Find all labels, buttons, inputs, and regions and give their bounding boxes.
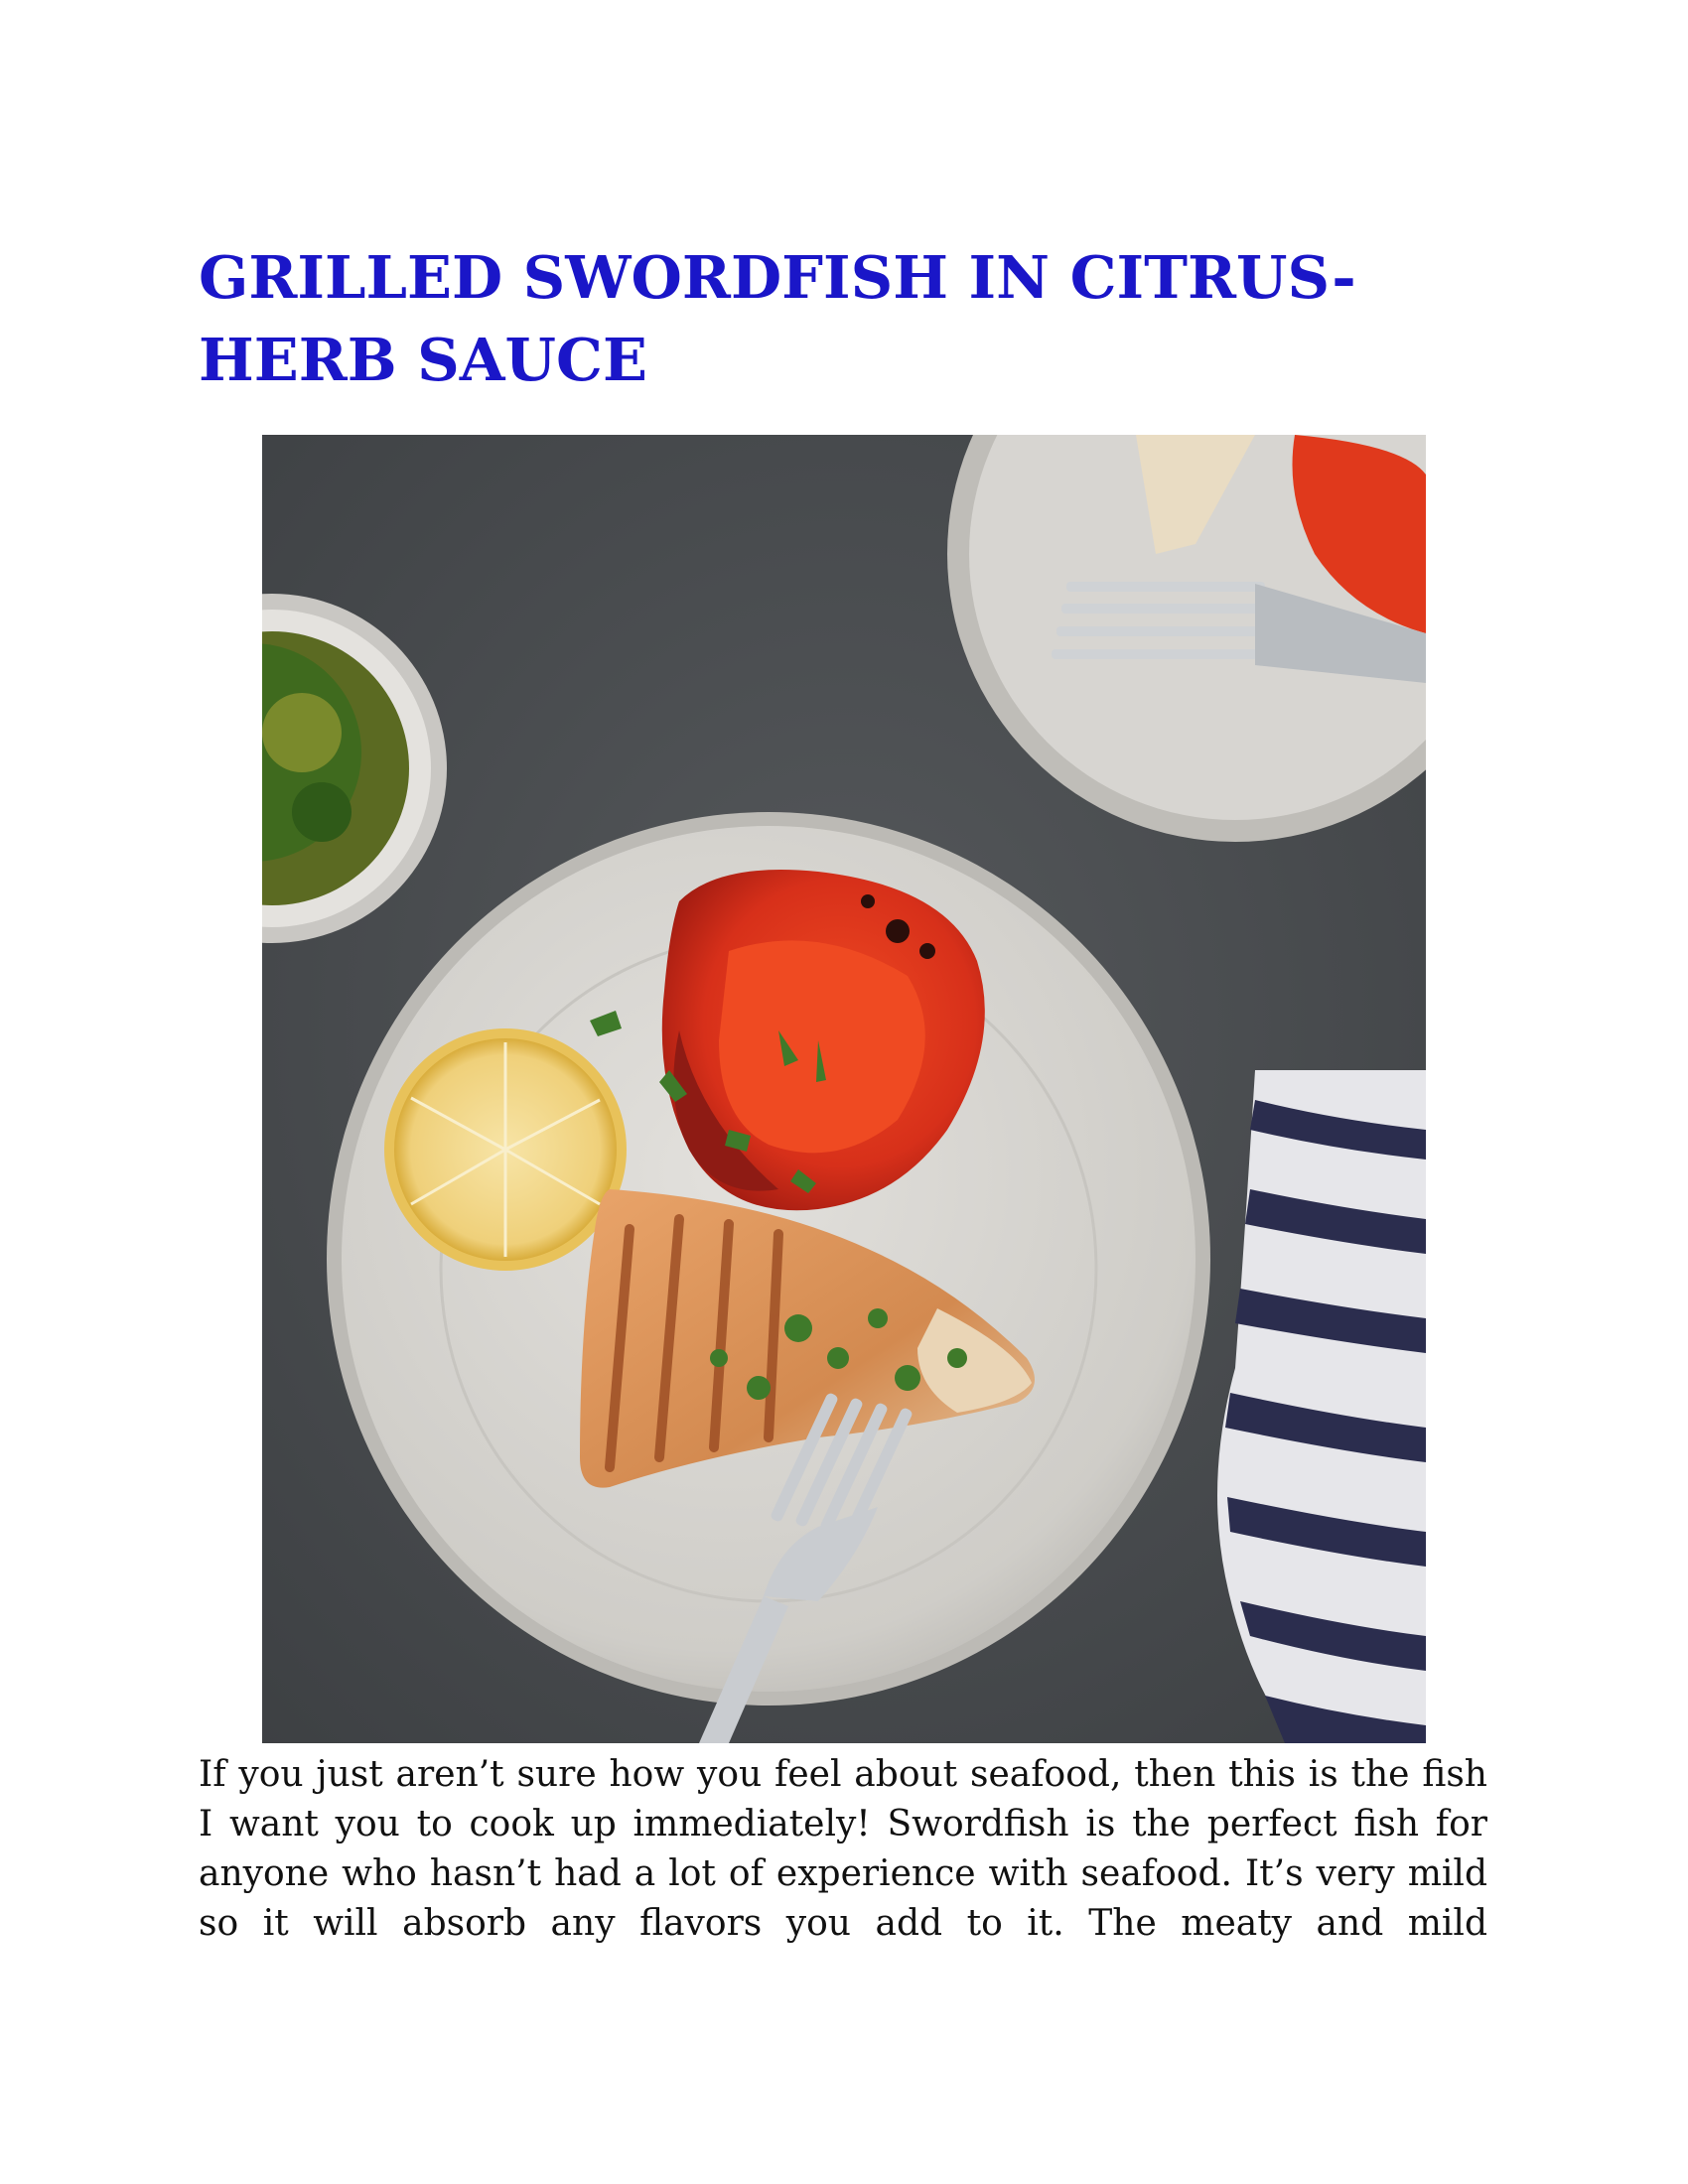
page-title: GRILLED SWORDFISH IN CITRUS-HERB SAUCE xyxy=(199,243,1356,394)
lemon-slice xyxy=(384,1028,627,1271)
food-photo-illustration xyxy=(262,435,1426,1743)
intro-paragraph: If you just aren’t sure how you feel about seafood, then this is the fish I want you to cook up immediately! Swordfish is the perfect fish for anyone who hasn’t had a lot of experience with seafood. It’s very mild so it will absorb any flavors you add to it. The meaty and mild xyxy=(199,1754,1487,1944)
recipe-photo xyxy=(262,435,1426,1743)
